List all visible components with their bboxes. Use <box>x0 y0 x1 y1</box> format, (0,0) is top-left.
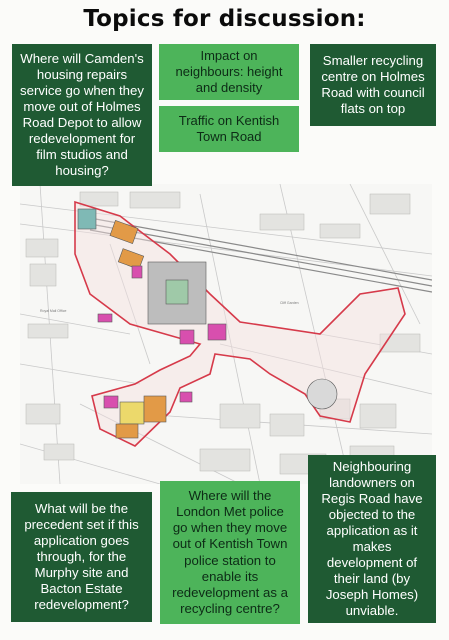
card-text: Traffic on Kentish Town Road <box>178 113 280 144</box>
card-text: Smaller recycling centre on Holmes Road with council flats on top <box>321 52 425 117</box>
card-text: Where will Camden's housing repairs service go when they move out of Holmes Road Depot to allow redevelopment for film studios and housing? <box>20 50 144 179</box>
card-text: Where will the London Met police go when they move out of Kentish Town police station to enable its redevelopment as a recycling centre? <box>172 488 288 616</box>
site-plan-map <box>20 184 432 484</box>
card-precedent <box>11 492 152 622</box>
card-neighbouring-landowners <box>308 455 436 623</box>
card-impact-on-neighbours <box>159 44 299 100</box>
card-camden-housing-repairs <box>12 44 152 186</box>
card-text: What will be the precedent set if this application goes through, for the Murphy site and Bacton Estate redevelopment? <box>24 500 139 613</box>
svg-text:Royal Mail Office: Royal Mail Office <box>40 309 67 313</box>
svg-text:Cliff Garden: Cliff Garden <box>280 301 299 305</box>
card-traffic-kentish-town-road <box>159 106 299 152</box>
card-text: Impact on neighbours: height and density <box>175 48 283 95</box>
card-smaller-recycling-centre <box>310 44 436 126</box>
card-london-met-police <box>160 481 300 624</box>
page-title: Topics for discussion: <box>83 6 366 32</box>
card-text: Neighbouring landowners on Regis Road have objected to the application as it makes development of their land (by Joseph Homes) unviable. <box>321 458 423 619</box>
